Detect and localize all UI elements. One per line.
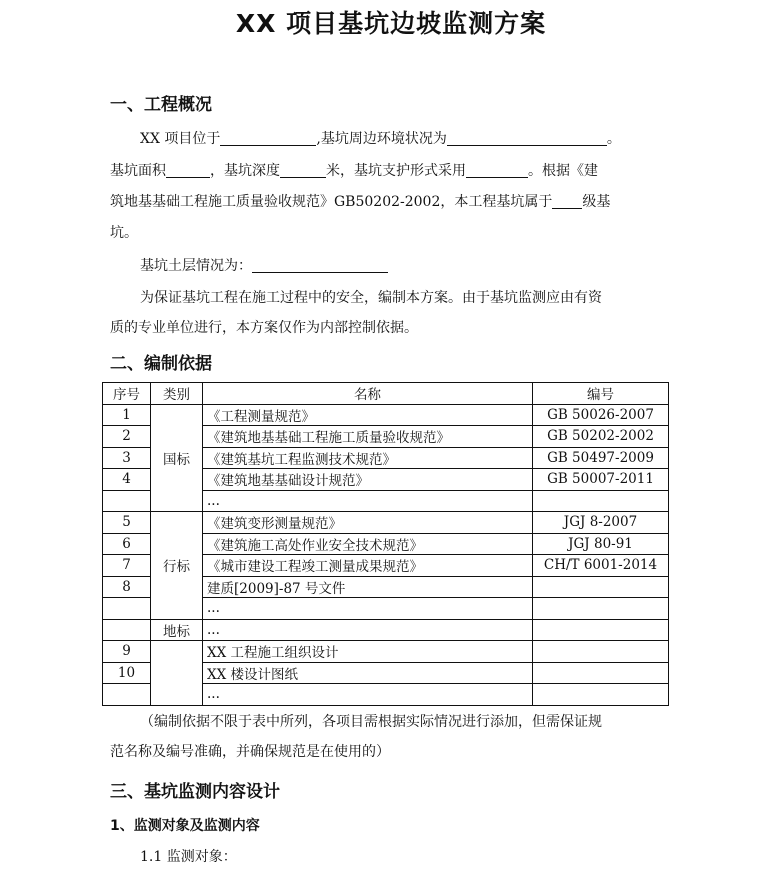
table-row: 4 《建筑地基基础设计规范》 GB 50007-2011: [103, 469, 669, 491]
subsection-heading-objects: 1、监测对象及监测内容: [110, 818, 260, 834]
subsection-monitoring-objects: 1.1 监测对象：: [140, 849, 237, 865]
table-row: 9 XX 工程施工组织设计: [103, 641, 669, 663]
table-row: 8 建质[2009]-87 号文件: [103, 576, 669, 598]
category-national: 国标: [151, 404, 203, 512]
table-note-2: 范名称及编号准确，并确保规范是在使用的）: [110, 744, 390, 760]
section-heading-overview: 一、工程概况: [110, 95, 212, 115]
column-header-category: 类别: [151, 383, 203, 405]
section-heading-design: 三、基坑监测内容设计: [110, 782, 280, 802]
table-row: 10 XX 楼设计图纸: [103, 662, 669, 684]
blank-grade: [552, 193, 582, 209]
category-local: 地标: [151, 619, 203, 641]
column-header-code: 编号: [533, 383, 669, 405]
paragraph-purpose-1: 为保证基坑工程在施工过程中的安全，编制本方案。由于基坑监测应由有资: [140, 290, 602, 306]
table-row: 2 《建筑地基基础工程施工质量验收规范》 GB 50202-2002: [103, 426, 669, 448]
paragraph-pit-end: 坑。: [110, 225, 138, 241]
table-row: 7 《城市建设工程竣工测量成果规范》 CH/T 6001-2014: [103, 555, 669, 577]
column-header-name: 名称: [203, 383, 533, 405]
table-row: 1 国标 《工程测量规范》 GB 50026-2007: [103, 404, 669, 426]
blank-depth: [280, 162, 326, 178]
category-project: [151, 641, 203, 706]
table-row: 3 《建筑基坑工程监测技术规范》 GB 50497-2009: [103, 447, 669, 469]
blank-support-type: [466, 162, 528, 178]
table-row: ...: [103, 684, 669, 706]
paragraph-standard: 筑地基基础工程施工质量验收规范》GB50202-2002，本工程基坑属于 级基: [110, 194, 611, 210]
paragraph-soil: 基坑土层情况为：: [140, 255, 388, 275]
paragraph-area: 基坑面积 ，基坑深度 米，基坑支护形式采用 。根据《建: [110, 163, 598, 179]
table-row: 6 《建筑施工高处作业安全技术规范》 JGJ 80-91: [103, 533, 669, 555]
table-row: 5 行标 《建筑变形测量规范》 JGJ 8-2007: [103, 512, 669, 534]
table-row: 地标 ...: [103, 619, 669, 641]
table-row: ...: [103, 490, 669, 512]
category-industry: 行标: [151, 512, 203, 620]
column-header-no: 序号: [103, 383, 151, 405]
blank-area: [166, 162, 210, 178]
table-row: ...: [103, 598, 669, 620]
paragraph-location: XX 项目位于 ,基坑周边环境状况为 。: [140, 131, 621, 147]
section-heading-basis: 二、编制依据: [110, 354, 212, 374]
blank-environment: [447, 130, 607, 146]
basis-table: [102, 382, 669, 706]
document-title: XX 项目基坑边坡监测方案: [235, 9, 547, 38]
blank-soil: [252, 257, 388, 273]
table-header-row: [103, 383, 669, 405]
paragraph-purpose-2: 质的专业单位进行，本方案仅作为内部控制依据。: [110, 320, 418, 336]
blank-location: [220, 130, 316, 146]
table-note-1: （编制依据不限于表中所列，各项目需根据实际情况进行添加，但需保证规: [140, 714, 602, 730]
